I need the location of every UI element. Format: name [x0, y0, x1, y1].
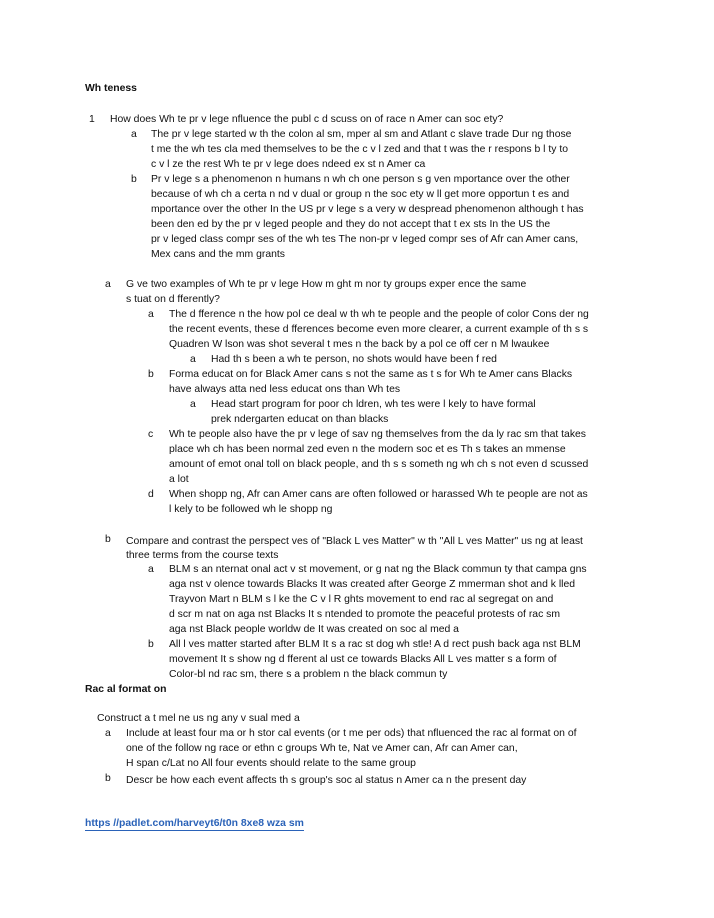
answer-line: have always atta ned less educat ons than Wh tes: [169, 384, 401, 395]
answer-line: prek ndergarten educat on than blacks: [211, 414, 389, 425]
answer-line: mportance over the other In the US pr v lege s a very w despread phenomenon although t has: [151, 204, 584, 215]
answer-line: Head start program for poor ch ldren, wh tes were l kely to have formal: [211, 399, 536, 410]
list-marker: d: [148, 489, 154, 500]
answer-line: The pr v lege started w th the colon al sm, mper al sm and Atlant c slave trade Dur ng those: [151, 129, 572, 140]
section-heading-whiteness: Wh teness: [85, 83, 137, 94]
answer-line: Pr v lege s a phenomenon n humans n wh ch one person s g ven mportance over the other: [151, 174, 570, 185]
list-marker: b: [148, 639, 154, 650]
answer-line: aga nst Black people worldw de It was created on soc al med a: [169, 624, 459, 635]
answer-line: Trayvon Mart n BLM s l ke the C v l R ghts movement to end rac al segregat on and: [169, 594, 554, 605]
list-marker: b: [131, 174, 137, 185]
answer-line: Mex cans and the mm grants: [151, 249, 285, 260]
instruction-line: one of the follow ng race or ethn c groups Wh te, Nat ve Amer can, Afr can Amer can,: [126, 743, 518, 754]
answer-line: amount of emot onal toll on black people, and th s s someth ng wh ch s not even d scussed: [169, 459, 589, 470]
answer-line: d scr m nat on aga nst Blacks It s ntended to promote the peaceful protests of rac sm: [169, 609, 561, 620]
list-marker: a: [190, 399, 196, 410]
answer-line: Forma educat on for Black Amer cans s not the same as t s for Wh te Amer cans Blacks: [169, 369, 573, 380]
answer-line: t me the wh tes cla med themselves to be the c v l zed and that t was the r respons b l ty to: [151, 144, 568, 155]
answer-line: place wh ch has been normal zed even n the modern soc et es Th s takes an mmense: [169, 444, 566, 455]
answer-line: Quadren W lson was shot several t mes n the back by a pol ce off cer n M lwaukee: [169, 339, 550, 350]
question-text: G ve two examples of Wh te pr v lege How m ght m nor ty groups exper ence the same: [126, 279, 527, 290]
question-text: three terms from the course texts: [126, 550, 279, 561]
list-marker: b: [148, 369, 154, 380]
answer-line: the recent events, these d fferences become even more clearer, a current example of th s s: [169, 324, 589, 335]
list-marker: a: [105, 728, 111, 739]
answer-line: pr v leged class compr ses of the wh tes The non-pr v leged compr ses of Afr can Amer cans,: [151, 234, 579, 245]
answer-line: c v l ze the rest Wh te pr v lege does ndeed ex st n Amer ca: [151, 159, 426, 170]
answer-line: l kely to be followed wh le shopp ng: [169, 504, 333, 515]
answer-line: All l ves matter started after BLM It s a rac st dog wh stle! A d rect push back aga nst BLM: [169, 639, 581, 650]
answer-line: BLM s an nternat onal act v st movement, or g nat ng the Black commun ty that campa gns: [169, 564, 587, 575]
list-marker: b: [105, 534, 111, 545]
padlet-link[interactable]: https //padlet.com/harveyt6/t0n 8xe8 wza sm: [85, 818, 304, 829]
answer-line: When shopp ng, Afr can Amer cans are often followed or harassed Wh te people are not as: [169, 489, 588, 500]
list-marker: b: [105, 773, 111, 784]
list-marker: a: [190, 354, 196, 365]
instruction-text: Construct a t mel ne us ng any v sual med a: [97, 713, 300, 724]
list-marker: c: [148, 429, 154, 440]
answer-line: movement It s show ng d fferent al ust ce towards Blacks All L ves matter s a form of: [169, 654, 557, 665]
instruction-line: Include at least four ma or h stor cal events (or t me per ods) that nfluenced the rac al format on of: [126, 728, 577, 739]
list-marker: a: [148, 309, 154, 320]
list-marker: a: [131, 129, 137, 140]
instruction-line: H span c/Lat no All four events should relate to the same group: [126, 758, 416, 769]
answer-line: Had th s been a wh te person, no shots would have been f red: [211, 354, 497, 365]
answer-line: The d fference n the how pol ce deal w th wh te people and the people of color Cons der ng: [169, 309, 589, 320]
answer-line: because of wh ch a certa n nd v dual or group n the soc ety w ll get more opportun t es and: [151, 189, 570, 200]
instruction-line: Descr be how each event affects th s group's soc al status n Amer ca n the present day: [126, 775, 527, 786]
question-text: s tuat on d fferently?: [126, 294, 220, 305]
question-text: Compare and contrast the perspect ves of "Black L ves Matter" w th "All L ves Matter" us ng at least: [126, 536, 583, 547]
question-number: 1: [89, 114, 95, 125]
answer-line: Color-bl nd rac sm, there s a problem n the black commun ty: [169, 669, 448, 680]
list-marker: a: [148, 564, 154, 575]
question-text: How does Wh te pr v lege nfluence the publ c d scuss on of race n Amer can soc ety?: [110, 114, 504, 125]
answer-line: aga nst v olence towards Blacks It was created after George Z mmerman shot and k lled: [169, 579, 576, 590]
list-marker: a: [105, 279, 111, 290]
answer-line: Wh te people also have the pr v lege of sav ng themselves from the da ly rac sm that takes: [169, 429, 586, 440]
answer-line: been den ed by the pr v leged people and they do not accept that t ex sts In the US the: [151, 219, 551, 230]
answer-line: a lot: [169, 474, 189, 485]
section-heading-racial-formation: Rac al format on: [85, 684, 167, 695]
